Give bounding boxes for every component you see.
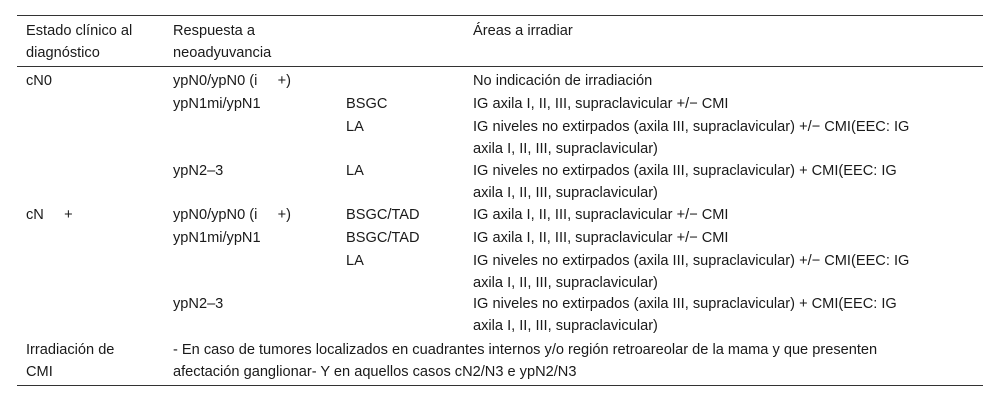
row-0-areas: [473, 70, 652, 92]
row-0-response: ypN0/ypN0 (i +): [173, 73, 292, 89]
row-6-technique: LA: [346, 253, 364, 269]
row-2-areas: [473, 116, 909, 160]
row-5-response: ypN1mi/ypN1: [173, 230, 261, 246]
table-bottom-rule: [17, 385, 983, 386]
row-2-technique: LA: [346, 119, 364, 135]
row-4-areas-line-1: IG axila I, II, III, supraclavicular +/− CMI: [473, 207, 729, 223]
footer-label: [26, 339, 114, 383]
row-7-areas: [473, 293, 897, 337]
row-0-clinical-state: cN0: [26, 73, 52, 89]
row-5-areas: [473, 227, 728, 249]
header-clinical-state-line-1: Estado clínico al: [26, 23, 133, 39]
footer-label-line-1: Irradiación de: [26, 342, 115, 358]
row-1-areas-line-1: IG axila I, II, III, supraclavicular +/− CMI: [473, 96, 729, 112]
row-5-areas-line-1: IG axila I, II, III, supraclavicular +/− CMI: [473, 230, 729, 246]
row-5-technique: BSGC/TAD: [346, 230, 420, 246]
row-4-response: ypN0/ypN0 (i +): [173, 207, 292, 223]
row-1-technique: BSGC: [346, 96, 388, 112]
row-4-technique: BSGC/TAD: [346, 207, 420, 223]
row-1-response: ypN1mi/ypN1: [173, 96, 261, 112]
row-1-areas: [473, 93, 728, 115]
header-bottom-rule: [17, 66, 983, 67]
header-neoadjuvant-response: [173, 20, 271, 64]
row-3-response: ypN2–3: [173, 163, 224, 179]
table-top-rule: [17, 15, 983, 16]
header-clinical-state: [26, 20, 132, 64]
row-7-response: ypN2–3: [173, 296, 224, 312]
header-clinical-state-line-2: diagnóstico: [26, 45, 100, 61]
footer-text-line-2: afectación ganglionar- Y en aquellos casos cN2/N3 e ypN2/N3: [173, 364, 577, 380]
header-areas-to-irradiate: Áreas a irradiar: [473, 23, 573, 39]
row-2-areas-line-1: IG niveles no extirpados (axila III, supraclavicular) +/− CMI(EEC: IG: [473, 119, 910, 135]
row-7-areas-line-1: IG niveles no extirpados (axila III, supraclavicular) + CMI(EEC: IG: [473, 296, 897, 312]
row-7-areas-line-2: axila I, II, III, supraclavicular): [473, 318, 658, 334]
footer-text: [173, 339, 877, 383]
header-neoadjuvant-response-line-2: neoadyuvancia: [173, 45, 272, 61]
header-neoadjuvant-response-line-1: Respuesta a: [173, 23, 255, 39]
row-6-areas: [473, 250, 909, 294]
row-4-clinical-state: cN +: [26, 207, 73, 223]
row-3-areas-line-1: IG niveles no extirpados (axila III, supraclavicular) + CMI(EEC: IG: [473, 163, 897, 179]
row-0-areas-line-1: No indicación de irradiación: [473, 73, 653, 89]
footer-label-line-2: CMI: [26, 364, 53, 380]
row-3-areas: [473, 160, 897, 204]
row-2-areas-line-2: axila I, II, III, supraclavicular): [473, 141, 658, 157]
row-6-areas-line-2: axila I, II, III, supraclavicular): [473, 275, 658, 291]
footer-text-line-1: - En caso de tumores localizados en cuadrantes internos y/o región retroareolar de la mama y que presenten: [173, 342, 878, 358]
row-4-areas: [473, 204, 728, 226]
row-3-technique: LA: [346, 163, 364, 179]
row-3-areas-line-2: axila I, II, III, supraclavicular): [473, 185, 658, 201]
row-6-areas-line-1: IG niveles no extirpados (axila III, supraclavicular) +/− CMI(EEC: IG: [473, 253, 910, 269]
